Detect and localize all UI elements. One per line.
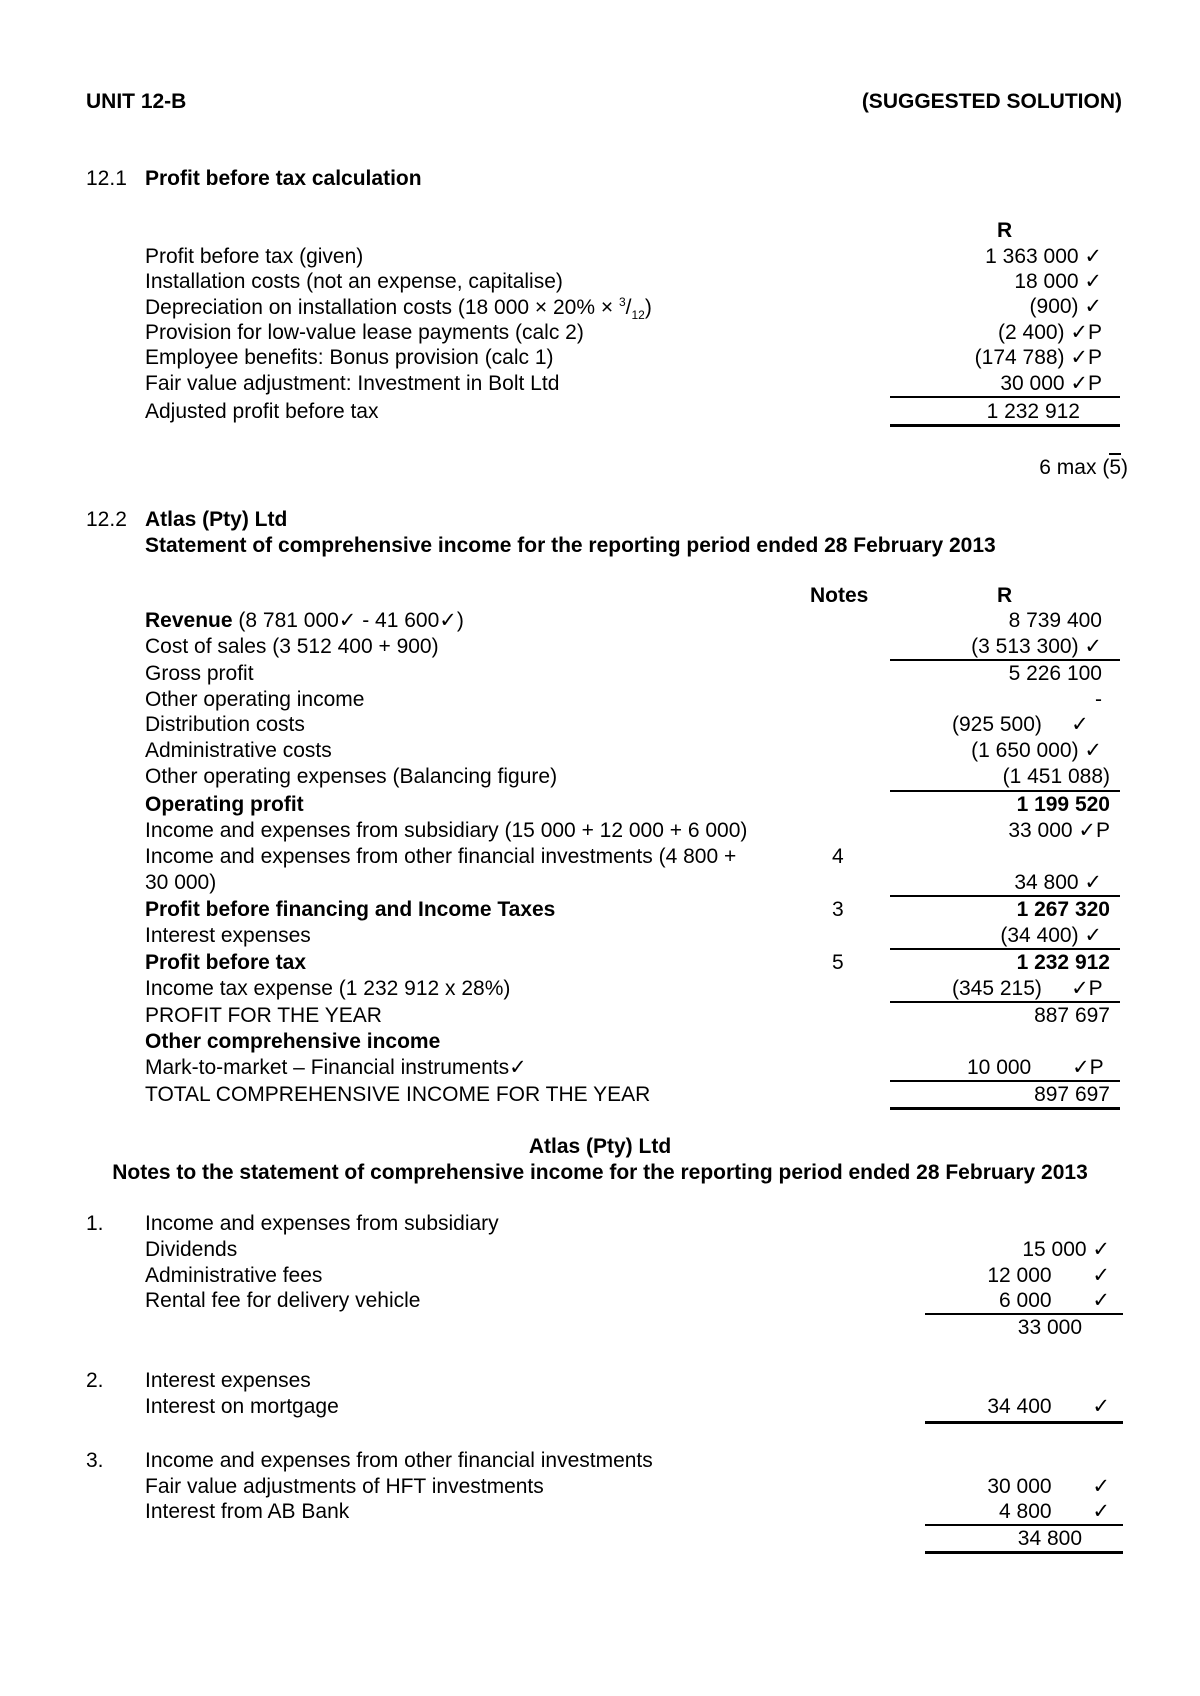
note-row-label: Dividends bbox=[145, 1238, 238, 1261]
sci-row-label: Other operating income bbox=[145, 688, 365, 711]
calc-row-value: 18 000 ✓ bbox=[1014, 270, 1102, 293]
note-row-value: 6 000 ✓ bbox=[999, 1289, 1110, 1312]
calc-row-value: (2 400) ✓P bbox=[998, 321, 1102, 344]
sci-row-label: Income and expenses from other financial investments (4 800 + bbox=[145, 845, 737, 868]
calc-row-label: Provision for low-value lease payments (calc 2) bbox=[145, 321, 584, 344]
subtotal-rule bbox=[890, 1001, 1120, 1003]
calc-row-label: Depreciation on installation costs (18 $000 \times 20\% \times ^3/_{12}$) bbox=[145, 295, 652, 323]
total-double-rule bbox=[890, 424, 1120, 427]
sci-row-value: 5 226 100 bbox=[1008, 662, 1102, 685]
revenue-detail: (8 781 000✓ - 41 600✓) bbox=[232, 609, 464, 632]
sci-row-label: 30 000) bbox=[145, 871, 217, 894]
marks-value: 5 bbox=[1109, 453, 1121, 479]
calc-row-label: Profit before tax (given) bbox=[145, 245, 364, 268]
note-row-label: Rental fee for delivery vehicle bbox=[145, 1289, 421, 1312]
unit-heading: UNIT 12-B bbox=[86, 90, 187, 113]
notes-title: Notes to the statement of comprehensive income for the reporting period ended 28 February 2013 bbox=[112, 1161, 1088, 1184]
note-number: 1. bbox=[86, 1212, 104, 1235]
sci-row-value: (1 650 000) ✓ bbox=[971, 739, 1102, 762]
note-row-label: Interest on mortgage bbox=[145, 1395, 339, 1418]
subtotal-rule bbox=[890, 895, 1120, 897]
sci-row-value: 897 697 bbox=[1034, 1083, 1110, 1106]
sci-row-label: Profit before tax bbox=[145, 951, 307, 974]
suggested-solution-label: (SUGGESTED SOLUTION) bbox=[861, 90, 1122, 113]
sci-row-value: 1 232 912 bbox=[1016, 951, 1110, 974]
subtotal-rule bbox=[890, 948, 1120, 950]
sci-row-value: 10 000 ✓P bbox=[967, 1056, 1104, 1079]
sci-row-value: 33 000 ✓P bbox=[1008, 819, 1110, 842]
notes-company-name: Atlas (Pty) Ltd bbox=[528, 1135, 672, 1158]
sci-row-label: Income and expenses from subsidiary (15 000 + 12 000 + 6 000) bbox=[145, 819, 748, 842]
total-double-rule bbox=[890, 1107, 1120, 1110]
company-name: Atlas (Pty) Ltd bbox=[145, 508, 288, 531]
note-row-value: 30 000 ✓ bbox=[987, 1475, 1110, 1498]
sci-row-value: 34 800 ✓ bbox=[1014, 871, 1102, 894]
sci-row-value: 887 697 bbox=[1034, 1004, 1110, 1027]
note-row-label: Fair value adjustments of HFT investments bbox=[145, 1475, 544, 1498]
calc-row-label: Fair value adjustment: Investment in Bolt Ltd bbox=[145, 372, 560, 395]
sci-row-label: Administrative costs bbox=[145, 739, 332, 762]
depreciation-label-end: ) bbox=[644, 296, 652, 319]
fraction-denominator: 12 bbox=[631, 308, 645, 323]
subtotal-rule bbox=[890, 659, 1120, 661]
note-title: Income and expenses from subsidiary bbox=[145, 1212, 499, 1235]
subtotal-rule bbox=[925, 1313, 1123, 1315]
calc-row-value: 30 000 ✓P bbox=[1000, 372, 1102, 395]
sci-row-label: Mark-to-market – Financial instruments✓ bbox=[145, 1056, 527, 1079]
note-row-value: 4 800 ✓ bbox=[999, 1500, 1110, 1523]
note-title: Interest expenses bbox=[145, 1369, 311, 1392]
subtotal-rule bbox=[925, 1524, 1123, 1526]
sci-row-label: Interest expenses bbox=[145, 924, 311, 947]
section-title: Profit before tax calculation bbox=[145, 167, 422, 190]
marks-note bbox=[1039, 457, 1128, 478]
subtotal-rule bbox=[890, 396, 1120, 398]
column-heading-r: R bbox=[997, 219, 1013, 242]
depreciation-label-text: Depreciation on installation costs (18 000 × 20% × bbox=[145, 296, 619, 319]
note-row-label: Administrative fees bbox=[145, 1264, 323, 1287]
total-double-rule bbox=[925, 1421, 1123, 1424]
sci-row-value: 1 199 520 bbox=[1016, 793, 1110, 816]
sci-row-label: Income tax expense (1 232 912 x 28%) bbox=[145, 977, 511, 1000]
sci-row-label: PROFIT FOR THE YEAR bbox=[145, 1004, 382, 1027]
sci-row-label: Cost of sales (3 512 400 + 900) bbox=[145, 635, 439, 658]
subtotal-rule bbox=[890, 790, 1120, 792]
calc-row-label: Adjusted profit before tax bbox=[145, 400, 379, 423]
marks-suffix: ) bbox=[1121, 456, 1128, 479]
note-number: 2. bbox=[86, 1369, 104, 1392]
note-row-value: 34 400 ✓ bbox=[987, 1395, 1110, 1418]
calc-row-value: 1 232 912 bbox=[986, 400, 1080, 423]
sci-row-value: (34 400) ✓ bbox=[1000, 924, 1102, 947]
sci-row-value: (1 451 088) bbox=[1002, 765, 1110, 788]
total-double-rule bbox=[925, 1551, 1123, 1554]
sci-row-label: Profit before financing and Income Taxes bbox=[145, 898, 556, 921]
statement-title: Statement of comprehensive income for the reporting period ended 28 February 2013 bbox=[145, 534, 996, 557]
sci-row-value: (345 215) ✓P bbox=[952, 977, 1103, 1000]
note-row-value: 12 000 ✓ bbox=[987, 1264, 1110, 1287]
calc-row-label: Employee benefits: Bonus provision (calc 1) bbox=[145, 346, 554, 369]
section-number: 12.2 bbox=[86, 508, 127, 531]
marks-prefix: 6 max ( bbox=[1039, 456, 1110, 479]
note-number: 3. bbox=[86, 1449, 104, 1472]
note-total: 33 000 bbox=[1017, 1316, 1082, 1339]
sci-row-note: 5 bbox=[832, 951, 844, 974]
sci-row-value: - bbox=[1095, 688, 1102, 711]
sci-row-label: Gross profit bbox=[145, 662, 254, 685]
section-number: 12.1 bbox=[86, 167, 127, 190]
fraction-numerator: 3 bbox=[618, 295, 626, 309]
sci-row-label: Other operating expenses (Balancing figure) bbox=[145, 765, 558, 788]
sci-row-note: 3 bbox=[832, 898, 844, 921]
revenue-value: 8 739 400 bbox=[1008, 609, 1102, 632]
sci-row-label: Operating profit bbox=[145, 793, 304, 816]
calc-row-value: (900) ✓ bbox=[1029, 295, 1102, 318]
sci-row-value: 1 267 320 bbox=[1016, 898, 1110, 921]
column-heading-r: R bbox=[997, 584, 1013, 607]
note-title: Income and expenses from other financial investments bbox=[145, 1449, 653, 1472]
sci-row-label: Distribution costs bbox=[145, 713, 305, 736]
sci-row-value: (3 513 300) ✓ bbox=[971, 635, 1102, 658]
subtotal-rule bbox=[890, 1080, 1120, 1082]
sci-row-value: (925 500) ✓ bbox=[952, 713, 1089, 736]
sci-row-note: 4 bbox=[832, 845, 844, 868]
revenue-label bbox=[145, 610, 464, 631]
calc-row-value: (174 788) ✓P bbox=[974, 346, 1102, 369]
note-row-label: Interest from AB Bank bbox=[145, 1500, 350, 1523]
calc-row-value: 1 363 000 ✓ bbox=[985, 245, 1102, 268]
notes-column-heading: Notes bbox=[810, 584, 869, 607]
calc-row-label: Installation costs (not an expense, capitalise) bbox=[145, 270, 563, 293]
sci-row-label: TOTAL COMPREHENSIVE INCOME FOR THE YEAR bbox=[145, 1083, 651, 1106]
sci-row-label: Other comprehensive income bbox=[145, 1030, 441, 1053]
note-row-value: 15 000 ✓ bbox=[1022, 1238, 1110, 1261]
note-total: 34 800 bbox=[1017, 1527, 1082, 1550]
revenue-label-text: Revenue bbox=[145, 609, 233, 632]
